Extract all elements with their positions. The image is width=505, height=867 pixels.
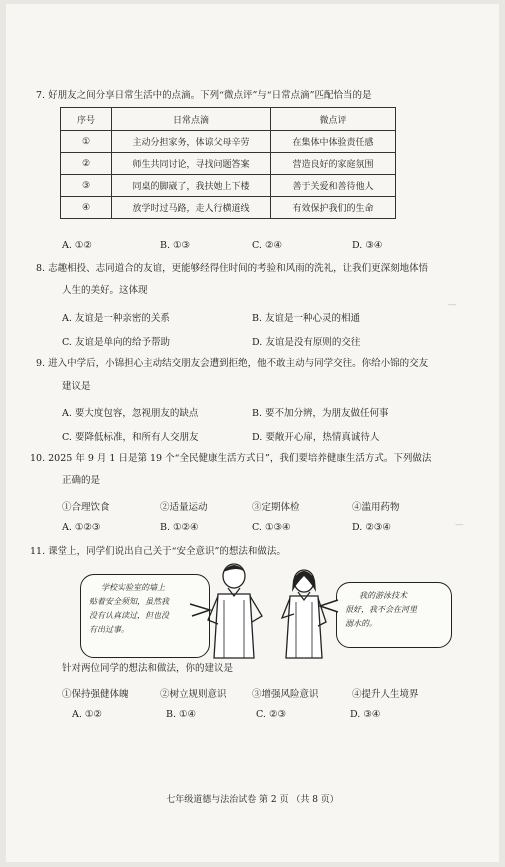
girl-student-illustration (278, 566, 330, 660)
q7-table (60, 107, 396, 219)
q10-item-3: ③定期体检 (252, 502, 300, 513)
bubble-line: 贴着安全须知，虽然我 (89, 597, 169, 606)
bubble-line: 没有认真读过，但也没 (89, 611, 169, 620)
bubble-line: 有出过事。 (89, 625, 129, 634)
q11-item-4: ④提升人生境界 (352, 689, 419, 700)
table-cell: 同桌的脚崴了，我扶她上下楼 (112, 175, 271, 197)
table-cell: ② (61, 153, 112, 175)
q7-option-a[interactable]: A. ①② (62, 240, 92, 251)
q11-item-1: ①保持强健体魄 (62, 689, 129, 700)
bubble-line: 溺水的。 (345, 619, 377, 628)
speech-bubble-right (336, 582, 452, 648)
table-cell: ③ (61, 175, 112, 197)
q9-stem-line1: 9. 进入中学后，小锦担心主动结交朋友会遭到拒绝，他不敢主动与同学交往。你给小锦的交友 (36, 358, 429, 369)
q7-option-d[interactable]: D. ③④ (352, 240, 383, 251)
page-footer: 七年级道德与法治试卷 第 2 页 （共 8 页） (166, 795, 339, 805)
q10-option-a[interactable]: A. ①②③ (62, 522, 101, 533)
q11-option-b[interactable]: B. ①④ (166, 709, 197, 720)
q8-option-b[interactable]: B. 友谊是一种心灵的相通 (252, 313, 361, 324)
q11-item-3: ③增强风险意识 (252, 689, 319, 700)
q9-option-d[interactable]: D. 要敞开心扉，热情真诚待人 (252, 432, 380, 443)
q11-prompt: 针对两位同学的想法和做法，你的建议是 (62, 663, 234, 674)
table-cell: 主动分担家务，体谅父母辛劳 (112, 131, 271, 153)
q10-stem-line2: 正确的是 (62, 475, 101, 486)
table-row (61, 175, 396, 197)
table-cell: ① (61, 131, 112, 153)
table-cell: 善于关爱和善待他人 (271, 175, 396, 197)
table-header: 微点评 (271, 108, 396, 131)
q11-option-d[interactable]: D. ③④ (350, 709, 381, 720)
q9-option-b[interactable]: B. 要不加分辨，为朋友做任何事 (252, 408, 389, 419)
q9-option-c[interactable]: C. 要降低标准，和所有人交朋友 (62, 432, 199, 443)
q7-stem: 7. 好朋友之间分享日常生活中的点滴。下列“微点评”与“日常点滴”匹配恰当的是 (36, 90, 372, 101)
boy-student-illustration (204, 560, 264, 660)
q10-item-1: ①合理饮食 (62, 502, 110, 513)
q10-option-c[interactable]: C. ①③④ (252, 522, 291, 533)
table-cell: 师生共同讨论，寻找问题答案 (112, 153, 271, 175)
q11-option-c[interactable]: C. ②③ (256, 709, 287, 720)
q11-stem: 11. 课堂上，同学们说出自己关于“安全意识”的想法和做法。 (30, 546, 286, 557)
table-cell: 在集体中体验责任感 (271, 131, 396, 153)
bubble-line: 我的游泳技术 (359, 591, 407, 600)
table-row (61, 131, 396, 153)
q10-option-d[interactable]: D. ②③④ (352, 522, 391, 533)
table-header-row (61, 108, 396, 131)
q8-stem-line1: 8. 志趣相投、志同道合的友谊，更能够经得住时间的考验和风雨的洗礼，让我们更深刻地体悟 (36, 263, 429, 274)
table-row (61, 153, 396, 175)
q11-item-2: ②树立规则意识 (160, 689, 227, 700)
table-cell: ④ (61, 197, 112, 219)
q10-stem-line1: 10. 2025 年 9 月 1 日是第 19 个“全民健康生活方式日”，我们要培养健康生活方式。下列做法 (30, 453, 432, 464)
q10-item-2: ②适量运动 (160, 502, 208, 513)
q7-option-c[interactable]: C. ②④ (252, 240, 283, 251)
q9-stem-line2: 建议是 (62, 381, 91, 392)
bleed-through-mark: — (455, 520, 464, 530)
q10-option-b[interactable]: B. ①②④ (160, 522, 199, 533)
q10-item-4: ④滥用药物 (352, 502, 400, 513)
table-cell: 营造良好的家庭氛围 (271, 153, 396, 175)
table-header: 序号 (61, 108, 112, 131)
q8-option-c[interactable]: C. 友谊是单向的给予帮助 (62, 337, 170, 348)
table-row (61, 197, 396, 219)
table-header: 日常点滴 (112, 108, 271, 131)
bleed-through-mark: — (448, 300, 457, 310)
bubble-line: 学校实验室的墙上 (101, 583, 165, 592)
table-cell: 放学时过马路，走人行横道线 (112, 197, 271, 219)
bubble-line: 很好，我不会在河里 (345, 605, 417, 614)
q7-option-b[interactable]: B. ①③ (160, 240, 191, 251)
q8-stem-line2: 人生的美好。这体现 (62, 285, 148, 296)
q11-option-a[interactable]: A. ①② (72, 709, 102, 720)
q8-option-a[interactable]: A. 友谊是一种亲密的关系 (62, 313, 170, 324)
table-cell: 有效保护我们的生命 (271, 197, 396, 219)
q8-option-d[interactable]: D. 友谊是没有原则的交往 (252, 337, 361, 348)
q9-option-a[interactable]: A. 要大度包容，忽视朋友的缺点 (62, 408, 199, 419)
